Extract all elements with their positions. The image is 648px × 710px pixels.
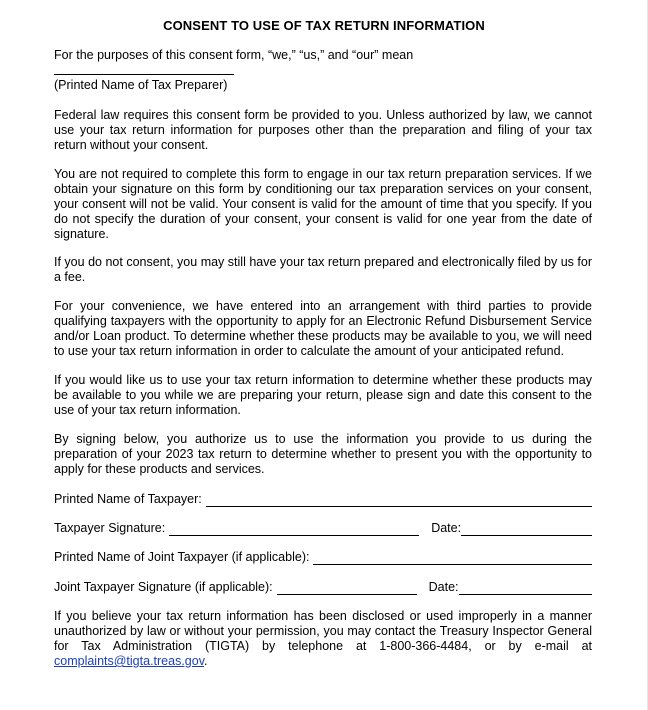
taxpayer-signature-row — [54, 518, 592, 536]
taxpayer-signature-label: Taxpayer Signature: — [54, 521, 166, 535]
joint-name-row — [54, 547, 592, 565]
joint-signature-field[interactable] — [277, 582, 417, 595]
taxpayer-name-field[interactable] — [206, 494, 592, 507]
preparer-name-label: (Printed Name of Tax Preparer) — [54, 78, 228, 92]
joint-name-field[interactable] — [313, 552, 592, 565]
paragraph-authorize: By signing below, you authorize us to use the information you provide to us during the preparation of your 2023 tax return to determine whether to present you with the opportunity to apply for these products and services. — [54, 432, 592, 476]
tigta-email-period: . — [204, 654, 208, 668]
paragraph-convenience: For your convenience, we have entered into an arrangement with third parties to provide qualifying taxpayers with the opportunity to apply for an Electronic Refund Disbursement Service and/or Loan product. To determine whether these products may be available to you, we will need to use your tax return information in order to calculate the amount of your anticipated refund. — [54, 299, 592, 358]
paragraph-not-required: You are not required to complete this form to engage in our tax return preparation services. If we obtain your signature on this form by conditioning our tax preparation services on your consent, your consent will not be valid. Your consent is valid for the amount of time that you specify. If you do not specify the duration of your consent, your consent is valid for one year from the date of signature. — [54, 167, 592, 241]
taxpayer-signature-field[interactable] — [169, 523, 419, 536]
paragraph-federal-law: Federal law requires this consent form be provided to you. Unless authorized by law, we cannot use your tax return information for purposes other than the preparation and filing of your tax return without your consent. — [54, 108, 592, 152]
form-title: CONSENT TO USE OF TAX RETURN INFORMATION — [163, 18, 485, 33]
taxpayer-name-label: Printed Name of Taxpayer: — [54, 492, 202, 506]
paragraph-no-consent: If you do not consent, you may still have your tax return prepared and electronically filed by us for a fee. — [54, 255, 592, 284]
tigta-email-link[interactable]: complaints@tigta.treas.gov — [54, 654, 205, 668]
taxpayer-name-row — [54, 489, 592, 507]
intro-text: For the purposes of this consent form, “we,” “us,” and “our” mean — [54, 48, 414, 62]
taxpayer-date-label: Date: — [431, 521, 462, 535]
joint-name-label: Printed Name of Joint Taxpayer (if applicable): — [54, 550, 310, 564]
joint-signature-label: Joint Taxpayer Signature (if applicable): — [54, 580, 273, 594]
paragraph-use-info: If you would like us to use your tax return information to determine whether these products may be available to you while we are preparing your return, please sign and date this consent to the use of your tax return information. — [54, 373, 592, 417]
tigta-text: If you believe your tax return information has been disclosed or used improperly in a manner unauthorized by law or without your permission, you may contact the Treasury Inspector General for Tax Administration (TIGTA) by telephone at 1-800-366-4484, or by e-mail at — [54, 609, 592, 653]
joint-date-field[interactable] — [459, 582, 592, 595]
paragraph-tigta — [54, 609, 592, 669]
taxpayer-date-field[interactable] — [461, 523, 592, 536]
joint-date-label: Date: — [428, 580, 459, 594]
joint-signature-row — [54, 577, 592, 595]
preparer-name-line[interactable] — [54, 74, 234, 75]
